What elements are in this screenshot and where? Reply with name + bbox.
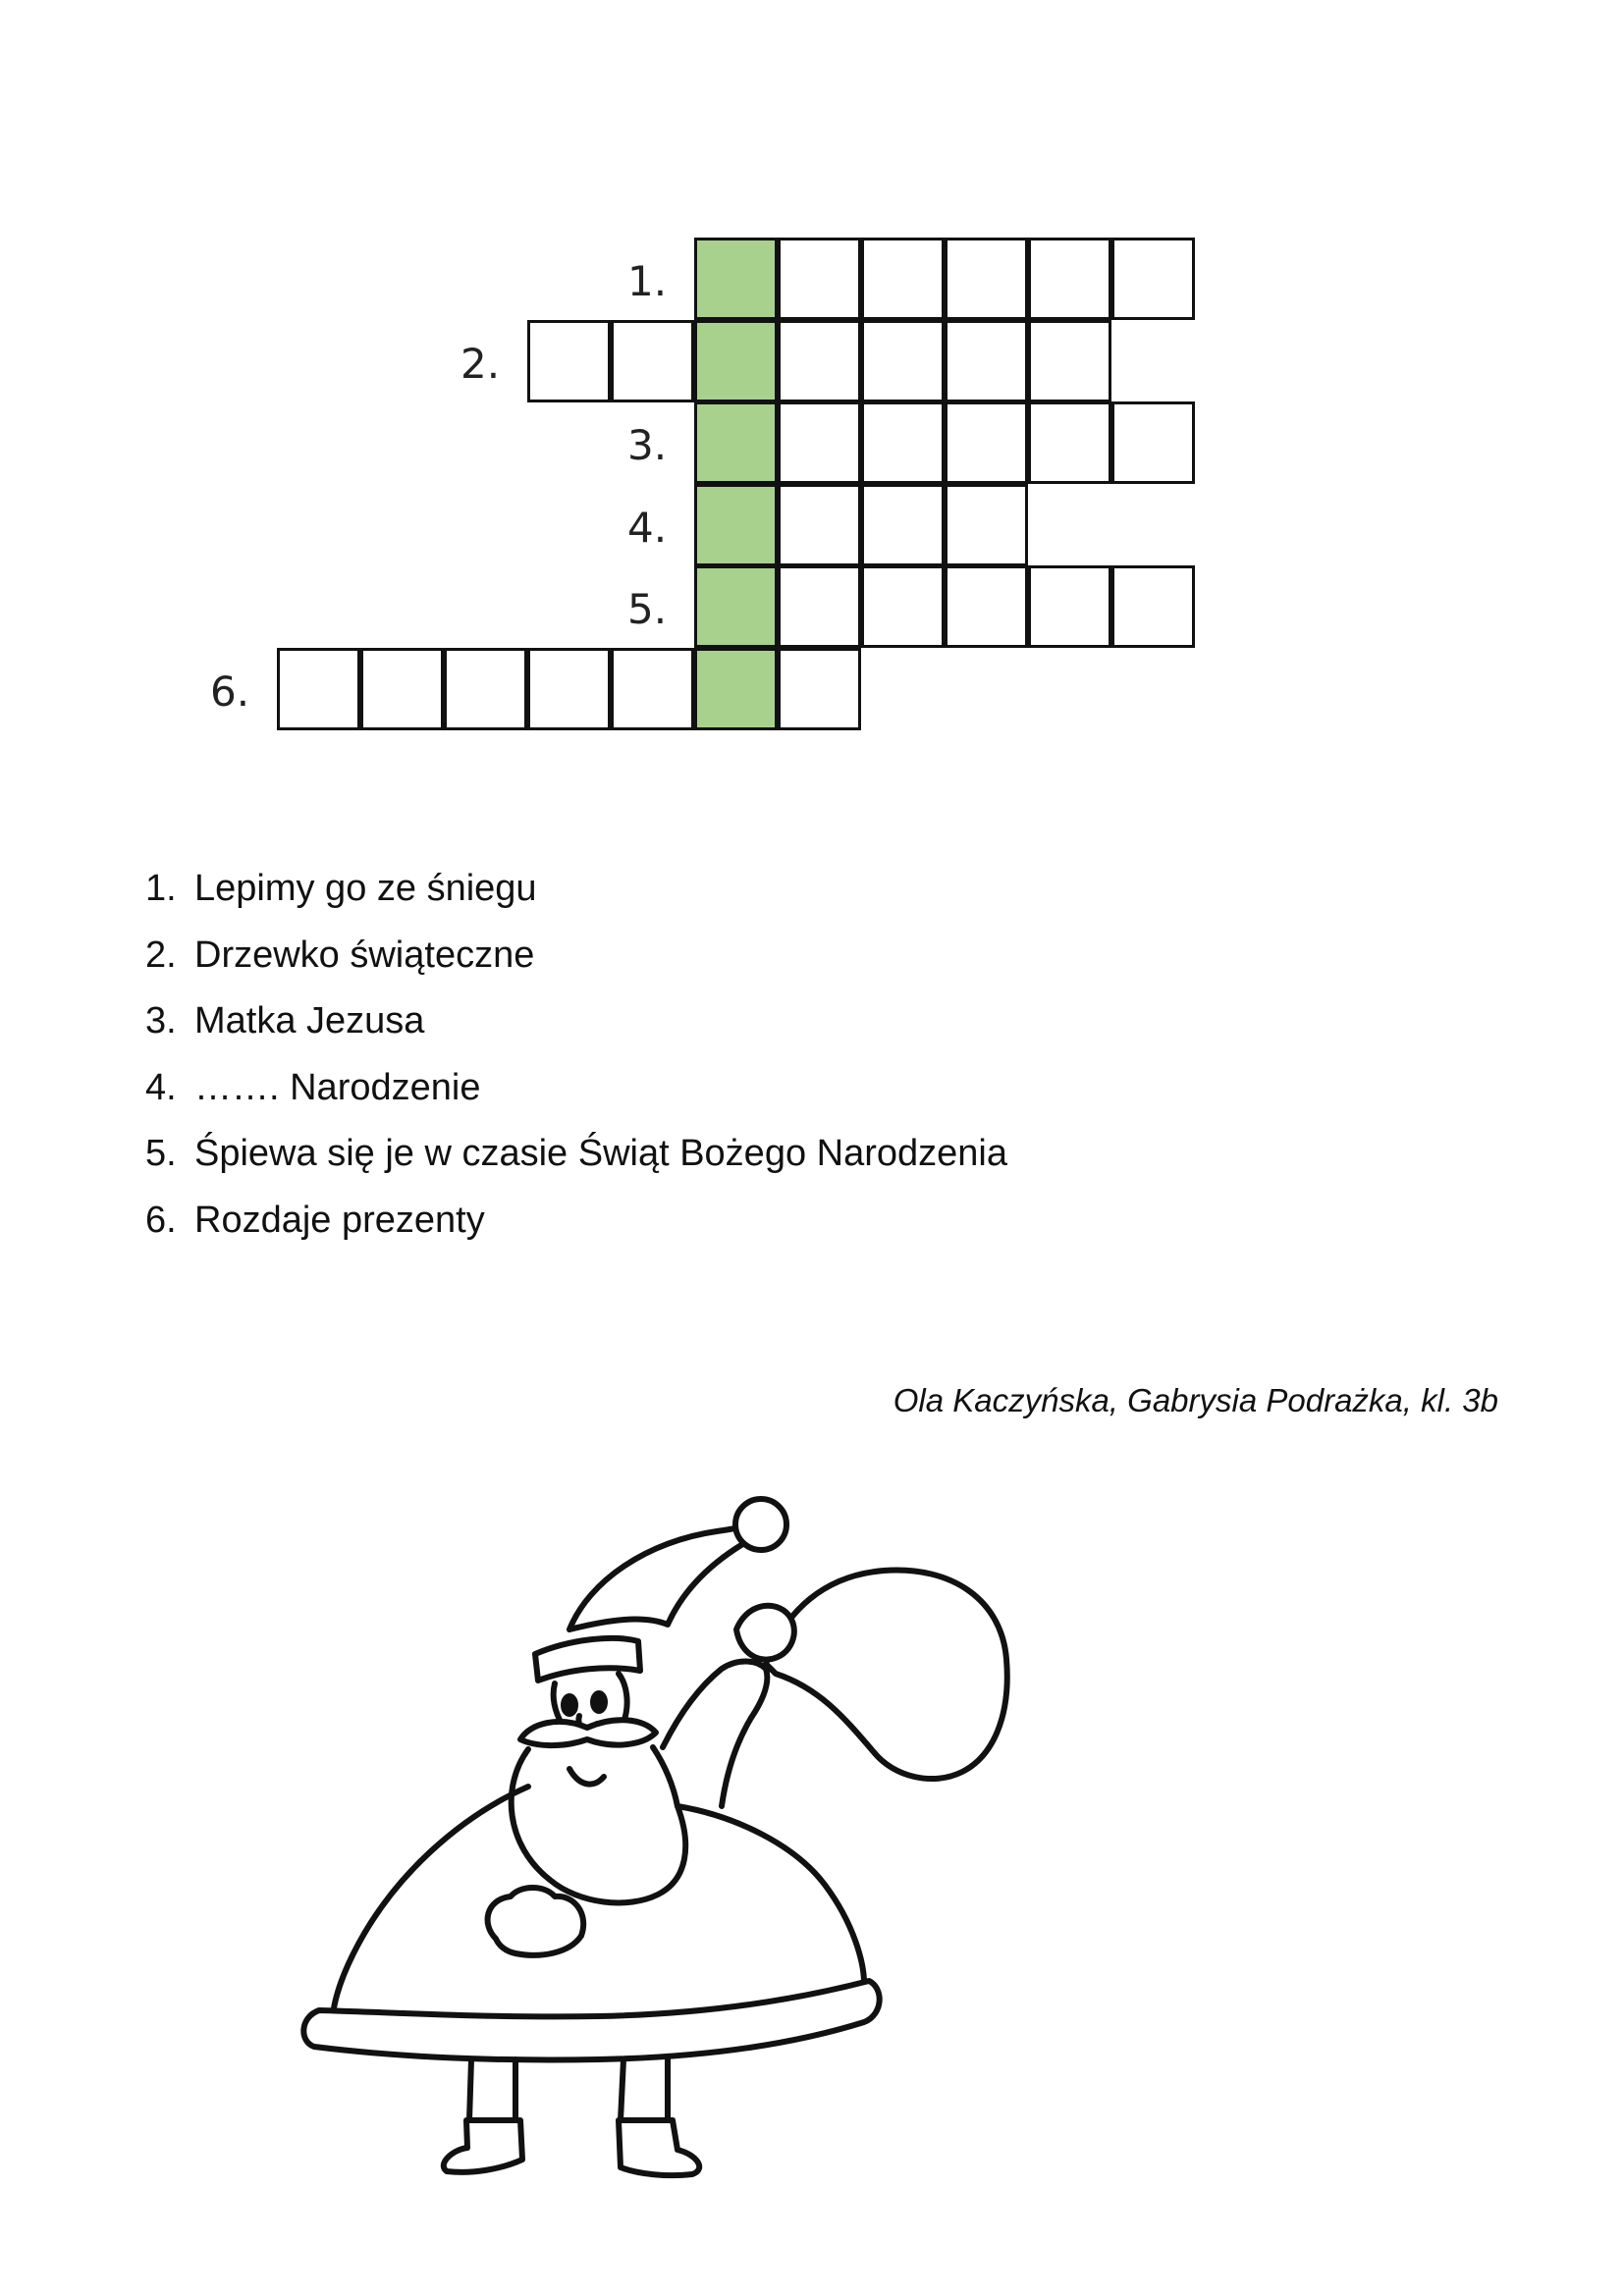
crossword-cell[interactable] bbox=[778, 320, 861, 402]
crossword-cell[interactable] bbox=[444, 648, 527, 730]
row-number: 3. bbox=[627, 421, 668, 469]
crossword-cell[interactable] bbox=[945, 320, 1028, 402]
row-number: 4. bbox=[627, 504, 668, 552]
key-cell[interactable] bbox=[694, 565, 778, 648]
clue-text: Lepimy go ze śniegu bbox=[194, 868, 537, 909]
santa-legs bbox=[469, 2057, 668, 2120]
row-number: 6. bbox=[210, 667, 250, 716]
left-boot bbox=[444, 2120, 522, 2172]
coat-trim bbox=[303, 1981, 879, 2059]
mitten bbox=[488, 1888, 584, 1955]
crossword-cell[interactable] bbox=[778, 238, 861, 320]
crossword-cell[interactable] bbox=[611, 648, 694, 730]
crossword-cell[interactable] bbox=[611, 320, 694, 402]
key-cell[interactable] bbox=[694, 320, 778, 402]
key-cell[interactable] bbox=[694, 401, 778, 484]
crossword-cell[interactable] bbox=[778, 484, 861, 566]
gift-sack bbox=[766, 1571, 1007, 1780]
clue-item bbox=[145, 869, 1007, 935]
crossword-cell[interactable] bbox=[945, 401, 1028, 484]
clue-item bbox=[145, 1201, 1007, 1267]
row-number: 1. bbox=[627, 257, 668, 305]
crossword-cell[interactable] bbox=[1028, 401, 1111, 484]
crossword-cell[interactable] bbox=[1028, 565, 1111, 648]
clue-number: 5. bbox=[145, 1133, 177, 1174]
hat-brim bbox=[535, 1638, 640, 1681]
crossword-cell[interactable] bbox=[945, 484, 1028, 566]
crossword-cell[interactable] bbox=[527, 648, 611, 730]
clue-item bbox=[145, 1001, 1007, 1068]
santa-arm bbox=[663, 1662, 767, 1807]
key-cell[interactable] bbox=[694, 238, 778, 320]
right-boot bbox=[619, 2120, 699, 2175]
clue-item bbox=[145, 935, 1007, 1002]
clue-number: 4. bbox=[145, 1066, 177, 1108]
beard bbox=[512, 1747, 686, 1902]
crossword-cell[interactable] bbox=[778, 565, 861, 648]
author-credit: Ola Kaczyńska, Gabrysia Podrażka, kl. 3b bbox=[893, 1382, 1498, 1418]
crossword-cell[interactable] bbox=[861, 320, 945, 402]
clue-text: Matka Jezusa bbox=[194, 1000, 425, 1041]
clue-text: Rozdaje prezenty bbox=[194, 1199, 485, 1241]
clue-number: 6. bbox=[145, 1199, 177, 1241]
clue-number: 2. bbox=[145, 934, 177, 976]
clue-item bbox=[145, 1134, 1007, 1201]
crossword-cell[interactable] bbox=[778, 648, 861, 730]
hat-pompom bbox=[735, 1499, 786, 1550]
clue-list bbox=[145, 869, 1007, 1266]
clue-text: Drzewko świąteczne bbox=[194, 934, 535, 976]
clue-number: 1. bbox=[145, 868, 177, 909]
crossword-cell[interactable] bbox=[945, 565, 1028, 648]
crossword-cell[interactable] bbox=[1111, 401, 1195, 484]
crossword-cell[interactable] bbox=[861, 484, 945, 566]
key-cell[interactable] bbox=[694, 484, 778, 566]
crossword-cell[interactable] bbox=[277, 648, 360, 730]
key-cell[interactable] bbox=[694, 648, 778, 730]
crossword-cell[interactable] bbox=[360, 648, 444, 730]
crossword-cell[interactable] bbox=[861, 401, 945, 484]
row-number: 5. bbox=[627, 585, 668, 633]
crossword-cell[interactable] bbox=[1028, 320, 1111, 402]
crossword-cell[interactable] bbox=[1028, 238, 1111, 320]
crossword-cell[interactable] bbox=[861, 565, 945, 648]
clue-number: 3. bbox=[145, 1000, 177, 1041]
clue-item bbox=[145, 1068, 1007, 1135]
clue-text: ……. Narodzenie bbox=[194, 1066, 481, 1108]
crossword-cell[interactable] bbox=[1111, 565, 1195, 648]
row-number: 2. bbox=[460, 340, 501, 388]
crossword-cell[interactable] bbox=[778, 401, 861, 484]
crossword-cell[interactable] bbox=[527, 320, 611, 402]
crossword-cell[interactable] bbox=[945, 238, 1028, 320]
santa-claus-icon bbox=[275, 1492, 1159, 2199]
crossword-cell[interactable] bbox=[1111, 238, 1195, 320]
clue-text: Śpiewa się je w czasie Świąt Bożego Narodzenia bbox=[194, 1133, 1007, 1174]
crossword-cell[interactable] bbox=[861, 238, 945, 320]
mustache bbox=[520, 1720, 656, 1745]
